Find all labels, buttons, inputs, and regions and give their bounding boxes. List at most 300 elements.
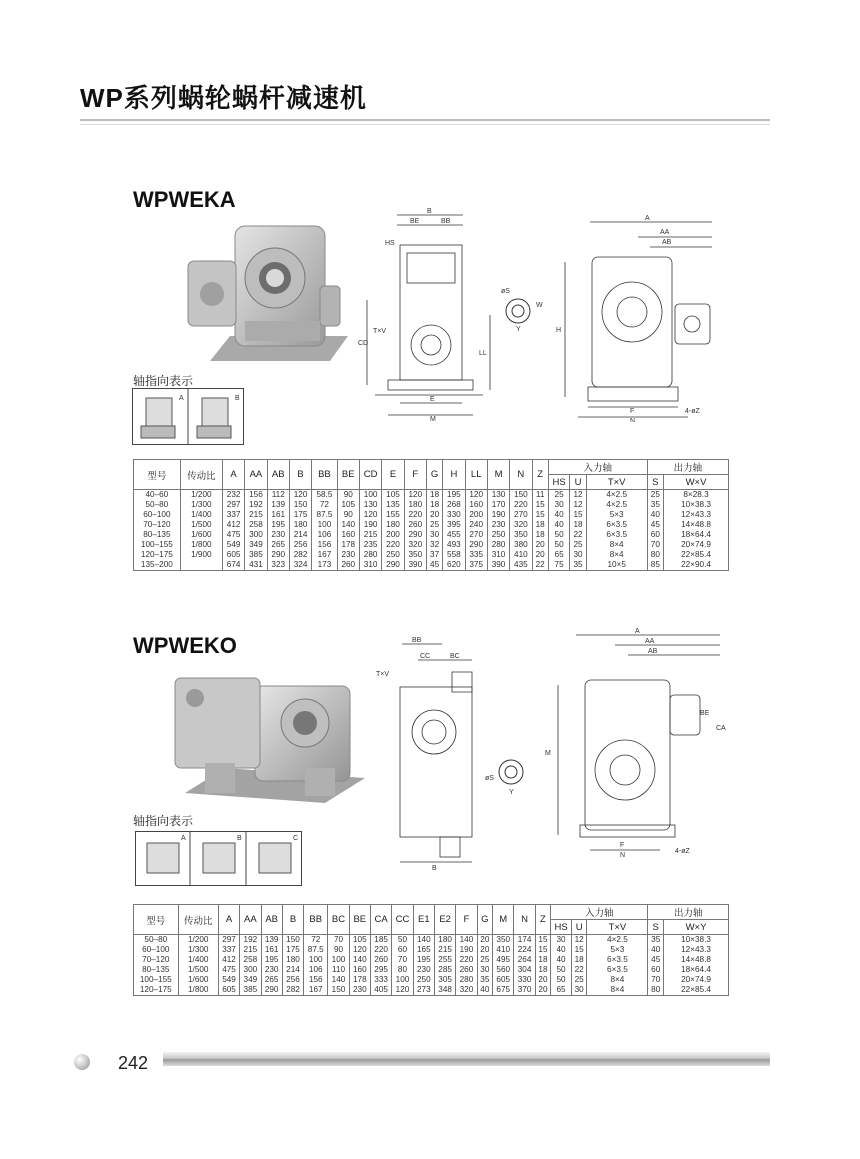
table-cell: 395 (443, 520, 465, 530)
header-input-group: 入力轴 (548, 460, 647, 475)
table-cell: 297 (218, 935, 239, 946)
table-cell: 18 (532, 520, 548, 530)
table-cell: 475 (222, 530, 244, 540)
table-cell: 60 (392, 945, 413, 955)
table-cell: 190 (487, 510, 509, 520)
table-cell: 32 (427, 540, 443, 550)
table-cell: 90 (328, 945, 349, 955)
wpweko-axis-diagram (135, 831, 302, 886)
header-col: AA (245, 460, 267, 490)
table-cell: 560 (493, 965, 514, 975)
wpweka-spec-table (133, 459, 729, 571)
table-cell: 282 (289, 550, 311, 560)
wpweka-product-photo (180, 216, 355, 366)
table-cell: 230 (337, 550, 359, 560)
table-cell: 290 (267, 550, 289, 560)
table-cell: 431 (245, 560, 267, 571)
table-cell: 6×3.5 (587, 965, 648, 975)
table-cell: 412 (222, 520, 244, 530)
table-cell: 265 (261, 975, 282, 985)
wpweko-side-view-drawing (372, 632, 482, 872)
table-cell: 14×48.8 (664, 520, 729, 530)
table-cell: 300 (245, 530, 267, 540)
table-cell: 22 (532, 560, 548, 571)
header-col: M (487, 460, 509, 490)
table-cell: 220 (456, 955, 477, 965)
table-cell: 320 (510, 520, 532, 530)
table-cell: 37 (427, 550, 443, 560)
header-col: AB (267, 460, 289, 490)
table-cell: 280 (456, 975, 477, 985)
table-cell: 156 (312, 540, 337, 550)
svg-text:BC: BC (450, 653, 460, 660)
table-row (134, 975, 729, 985)
table-cell: 22×85.4 (664, 550, 729, 560)
svg-text:LL: LL (479, 350, 487, 357)
svg-text:BB: BB (441, 218, 451, 225)
table-row (134, 955, 729, 965)
table-cell: 385 (240, 985, 261, 996)
table-cell: 70 (328, 935, 349, 946)
table-cell: 1/600 (178, 975, 218, 985)
table-cell: 192 (240, 935, 261, 946)
table-cell: 290 (382, 560, 404, 571)
table-cell: 195 (413, 955, 434, 965)
table-cell: 10×38.3 (664, 935, 729, 946)
header-model: 型号 (134, 460, 181, 490)
table-cell: 70–120 (134, 520, 181, 530)
table-cell: 1/400 (180, 510, 222, 520)
table-cell: 130 (359, 500, 381, 510)
table-cell: 65 (551, 985, 572, 996)
table-row (134, 490, 729, 501)
table-cell: 72 (312, 500, 337, 510)
svg-text:AA: AA (660, 229, 670, 236)
table-cell: 18×64.4 (664, 530, 729, 540)
header-col: U (571, 920, 586, 935)
header-input-group: 入力轴 (551, 905, 648, 920)
table-cell: 60 (648, 965, 664, 975)
header-col: N (510, 460, 532, 490)
table-cell: 258 (240, 955, 261, 965)
table-cell: 40 (647, 510, 663, 520)
table-cell: 15 (532, 510, 548, 520)
table-cell: 170 (487, 500, 509, 510)
table-cell: 65 (548, 550, 570, 560)
table-cell: 230 (267, 530, 289, 540)
table-cell: 214 (282, 965, 303, 975)
table-cell: 80 (648, 985, 664, 996)
wpweko-front-view-drawing (540, 625, 730, 860)
table-cell: 270 (465, 530, 487, 540)
table-cell: 1/500 (178, 965, 218, 975)
table-cell: 30 (548, 500, 570, 510)
table-cell: 15 (570, 510, 586, 520)
svg-text:F: F (620, 842, 625, 849)
table-cell: 310 (359, 560, 381, 571)
table-cell: 87.5 (304, 945, 328, 955)
table-cell: 120 (465, 490, 487, 501)
title-rule-light (80, 124, 770, 125)
table-cell: 40 (548, 520, 570, 530)
header-col: AB (261, 905, 282, 935)
header-col: HS (551, 920, 572, 935)
wpweko-shaft-detail (483, 752, 533, 797)
svg-text:T×V: T×V (373, 328, 387, 335)
table-cell: 45 (427, 560, 443, 571)
header-col: BE (349, 905, 370, 935)
table-cell: 258 (245, 520, 267, 530)
table-cell: 80–135 (134, 965, 179, 975)
table-cell: 180 (289, 520, 311, 530)
table-cell: 330 (443, 510, 465, 520)
table-cell: 200 (382, 530, 404, 540)
table-cell: 195 (261, 955, 282, 965)
table-cell: 30 (571, 985, 586, 996)
header-col: S (647, 475, 663, 490)
table-cell: 18 (535, 955, 550, 965)
table-cell: 235 (359, 540, 381, 550)
table-cell: 40 (551, 955, 572, 965)
header-col: E (382, 460, 404, 490)
table-cell: 12 (570, 490, 586, 501)
table-cell: 25 (548, 490, 570, 501)
svg-text:N: N (620, 852, 626, 859)
table-cell: 167 (304, 985, 328, 996)
svg-text:B: B (235, 395, 240, 402)
table-cell: 120 (392, 985, 413, 996)
page-number: 242 (118, 1053, 149, 1073)
table-cell: 50 (392, 935, 413, 946)
table-cell: 300 (240, 965, 261, 975)
header-col: H (443, 460, 465, 490)
table-cell: 35 (648, 935, 664, 946)
header-col: BB (304, 905, 328, 935)
table-cell: 50 (548, 540, 570, 550)
svg-text:BB: BB (412, 637, 422, 644)
table-cell: 180 (382, 520, 404, 530)
table-row (134, 965, 729, 975)
table-cell: 260 (370, 955, 391, 965)
table-cell: 215 (245, 510, 267, 520)
header-col: S (648, 920, 664, 935)
table-cell: 70–120 (134, 955, 179, 965)
table-cell: 349 (240, 975, 261, 985)
table-cell: 20 (477, 945, 492, 955)
table-cell: 290 (261, 985, 282, 996)
table-cell: 8×28.3 (664, 490, 729, 501)
header-col: CD (359, 460, 381, 490)
table-cell: 135–200 (134, 560, 181, 571)
table-cell: 12×43.3 (664, 945, 729, 955)
svg-text:Y: Y (509, 789, 514, 796)
table-cell: 161 (267, 510, 289, 520)
table-cell: 150 (510, 490, 532, 501)
header-output-group: 出力轴 (648, 905, 729, 920)
table-cell: 260 (456, 965, 477, 975)
svg-text:B: B (432, 865, 437, 872)
table-cell: 165 (413, 945, 434, 955)
table-row (134, 550, 729, 560)
table-cell: 120 (359, 510, 381, 520)
svg-text:A: A (181, 835, 186, 842)
table-cell: 120–175 (134, 550, 181, 560)
table-cell: 230 (413, 965, 434, 975)
table-cell: 190 (359, 520, 381, 530)
table-cell: 40–60 (134, 490, 181, 501)
header-col: T×V (586, 475, 647, 490)
table-cell: 1/200 (180, 490, 222, 501)
table-cell: 30 (551, 935, 572, 946)
table-cell: 323 (267, 560, 289, 571)
wpweka-side-view-drawing (355, 205, 495, 425)
table-cell: 160 (349, 965, 370, 975)
table-cell: 6×3.5 (586, 520, 647, 530)
table-cell: 220 (404, 510, 426, 520)
table-cell: 475 (218, 965, 239, 975)
table-cell: 30 (570, 550, 586, 560)
wpweko-axis-caption: 轴指向表示 (133, 814, 194, 828)
table-cell: 15 (571, 945, 586, 955)
table-cell: 190 (456, 945, 477, 955)
table-cell: 85 (647, 560, 663, 571)
table-cell: 40 (477, 985, 492, 996)
table-cell: 180 (404, 500, 426, 510)
table-cell: 160 (465, 500, 487, 510)
svg-text:W: W (536, 302, 543, 309)
table-cell: 605 (493, 975, 514, 985)
table-cell: 215 (240, 945, 261, 955)
table-cell: 156 (304, 975, 328, 985)
svg-text:H: H (556, 327, 562, 334)
table-cell: 90 (337, 510, 359, 520)
table-cell: 11 (532, 490, 548, 501)
table-cell: 4×2.5 (587, 935, 648, 946)
table-cell: 273 (413, 985, 434, 996)
table-cell: 50–80 (134, 935, 179, 946)
table-cell: 173 (312, 560, 337, 571)
table-cell: 335 (465, 550, 487, 560)
table-cell: 18 (427, 500, 443, 510)
wpweka-axis-caption: 轴指向表示 (133, 374, 194, 388)
header-ratio: 传动比 (180, 460, 222, 490)
table-cell: 282 (282, 985, 303, 996)
table-cell: 15 (535, 935, 550, 946)
table-row (134, 510, 729, 520)
table-cell: 45 (647, 520, 663, 530)
table-cell: 280 (359, 550, 381, 560)
table-cell: 324 (289, 560, 311, 571)
header-col: BE (337, 460, 359, 490)
table-row (134, 935, 729, 946)
header-col: T×V (587, 920, 648, 935)
table-row (134, 500, 729, 510)
header-col: BC (328, 905, 349, 935)
table-cell: 8×4 (586, 550, 647, 560)
table-cell: 174 (514, 935, 535, 946)
page-title: WP系列蜗轮蜗杆减速机 (80, 83, 367, 113)
table-cell: 175 (282, 945, 303, 955)
header-col: F (404, 460, 426, 490)
table-cell: 60–100 (134, 510, 181, 520)
table-cell: 348 (434, 985, 455, 996)
header-col: W×V (664, 475, 729, 490)
header-col: B (289, 460, 311, 490)
table-cell: 45 (648, 955, 664, 965)
table-cell: 405 (370, 985, 391, 996)
wpweka-front-view-drawing (550, 212, 720, 422)
table-cell: 80 (647, 550, 663, 560)
table-cell: 50–80 (134, 500, 181, 510)
header-col: HS (548, 475, 570, 490)
header-col: E1 (413, 905, 434, 935)
table-cell: 25 (571, 975, 586, 985)
table-cell: 256 (282, 975, 303, 985)
table-cell: 1/500 (180, 520, 222, 530)
table-cell: 12×43.3 (664, 510, 729, 520)
footer-bar (163, 1052, 770, 1066)
table-cell: 22 (570, 530, 586, 540)
table-cell: 178 (349, 975, 370, 985)
wpweko-product-photo (165, 668, 380, 808)
table-cell: 140 (337, 520, 359, 530)
table-cell: 333 (370, 975, 391, 985)
table-cell: 120 (289, 490, 311, 501)
table-cell: 495 (493, 955, 514, 965)
table-cell: 140 (349, 955, 370, 965)
table-cell: 30 (477, 965, 492, 975)
header-ratio: 传动比 (178, 905, 218, 935)
table-cell: 195 (267, 520, 289, 530)
table-cell: 18 (532, 530, 548, 540)
table-cell: 1/900 (180, 550, 222, 560)
table-cell: 100 (328, 955, 349, 965)
table-cell: 230 (349, 985, 370, 996)
table-cell: 112 (267, 490, 289, 501)
table-cell: 50 (551, 965, 572, 975)
table-cell: 337 (222, 510, 244, 520)
table-cell: 20×74.9 (664, 540, 729, 550)
title-rule (80, 119, 770, 121)
table-cell: 70 (647, 540, 663, 550)
footer-dot (74, 1054, 90, 1070)
table-cell: 260 (404, 520, 426, 530)
svg-text:4-øZ: 4-øZ (685, 408, 700, 415)
table-cell: 280 (487, 540, 509, 550)
table-cell: 58.5 (312, 490, 337, 501)
table-row (134, 945, 729, 955)
table-cell: 60 (647, 530, 663, 540)
table-cell: 8×4 (586, 540, 647, 550)
table-cell: 100 (312, 520, 337, 530)
svg-text:4-øZ: 4-øZ (675, 848, 690, 855)
svg-text:M: M (430, 416, 436, 423)
table-cell (180, 560, 222, 571)
svg-text:B: B (427, 208, 432, 215)
table-cell: 1/800 (178, 985, 218, 996)
header-col: Z (535, 905, 550, 935)
table-cell: 120–175 (134, 985, 179, 996)
table-cell: 90 (337, 490, 359, 501)
table-cell: 50 (551, 975, 572, 985)
table-cell: 410 (493, 945, 514, 955)
table-cell: 12 (570, 500, 586, 510)
table-cell: 50 (548, 530, 570, 540)
table-cell: 40 (551, 945, 572, 955)
table-row (134, 530, 729, 540)
table-cell: 25 (570, 540, 586, 550)
svg-text:M: M (545, 750, 551, 757)
table-cell: 20 (477, 935, 492, 946)
svg-text:BE: BE (410, 218, 420, 225)
header-col: W×Y (664, 920, 729, 935)
table-cell: 155 (382, 510, 404, 520)
svg-text:C: C (293, 835, 299, 842)
table-cell: 290 (404, 530, 426, 540)
table-cell: 320 (456, 985, 477, 996)
table-cell: 139 (261, 935, 282, 946)
table-cell: 139 (267, 500, 289, 510)
table-cell: 22×85.4 (664, 985, 729, 996)
section-title-wpweko: WPWEKO (133, 633, 237, 658)
table-cell: 12 (571, 935, 586, 946)
table-cell: 100–155 (134, 975, 179, 985)
table-cell: 60–100 (134, 945, 179, 955)
wpweka-shaft-detail (496, 285, 546, 335)
table-cell: 105 (349, 935, 370, 946)
table-cell: 10×38.3 (664, 500, 729, 510)
table-cell: 220 (382, 540, 404, 550)
table-cell: 305 (434, 975, 455, 985)
table-row (134, 520, 729, 530)
header-col: U (570, 475, 586, 490)
table-cell: 297 (222, 500, 244, 510)
table-cell: 150 (282, 935, 303, 946)
table-cell: 200 (465, 510, 487, 520)
svg-text:B: B (237, 835, 242, 842)
wpweko-spec-table (133, 904, 729, 996)
table-cell: 265 (267, 540, 289, 550)
table-cell: 150 (328, 985, 349, 996)
table-cell: 18 (571, 955, 586, 965)
table-cell: 70 (392, 955, 413, 965)
table-cell: 349 (245, 540, 267, 550)
table-cell: 310 (487, 550, 509, 560)
svg-text:A: A (179, 395, 184, 402)
table-cell: 25 (427, 520, 443, 530)
table-cell: 230 (261, 965, 282, 975)
svg-text:F: F (630, 408, 635, 415)
header-col: A (218, 905, 239, 935)
table-cell: 605 (222, 550, 244, 560)
table-cell: 1/200 (178, 935, 218, 946)
header-model: 型号 (134, 905, 179, 935)
table-cell: 330 (514, 975, 535, 985)
table-cell: 250 (487, 530, 509, 540)
table-cell: 264 (514, 955, 535, 965)
table-cell: 1/800 (180, 540, 222, 550)
table-cell: 390 (487, 560, 509, 571)
table-cell: 250 (382, 550, 404, 560)
table-cell: 455 (443, 530, 465, 540)
table-cell: 215 (434, 945, 455, 955)
table-cell: 1/300 (178, 945, 218, 955)
table-cell: 295 (370, 965, 391, 975)
table-cell: 320 (404, 540, 426, 550)
table-cell: 370 (514, 985, 535, 996)
table-cell: 350 (404, 550, 426, 560)
table-cell: 214 (289, 530, 311, 540)
